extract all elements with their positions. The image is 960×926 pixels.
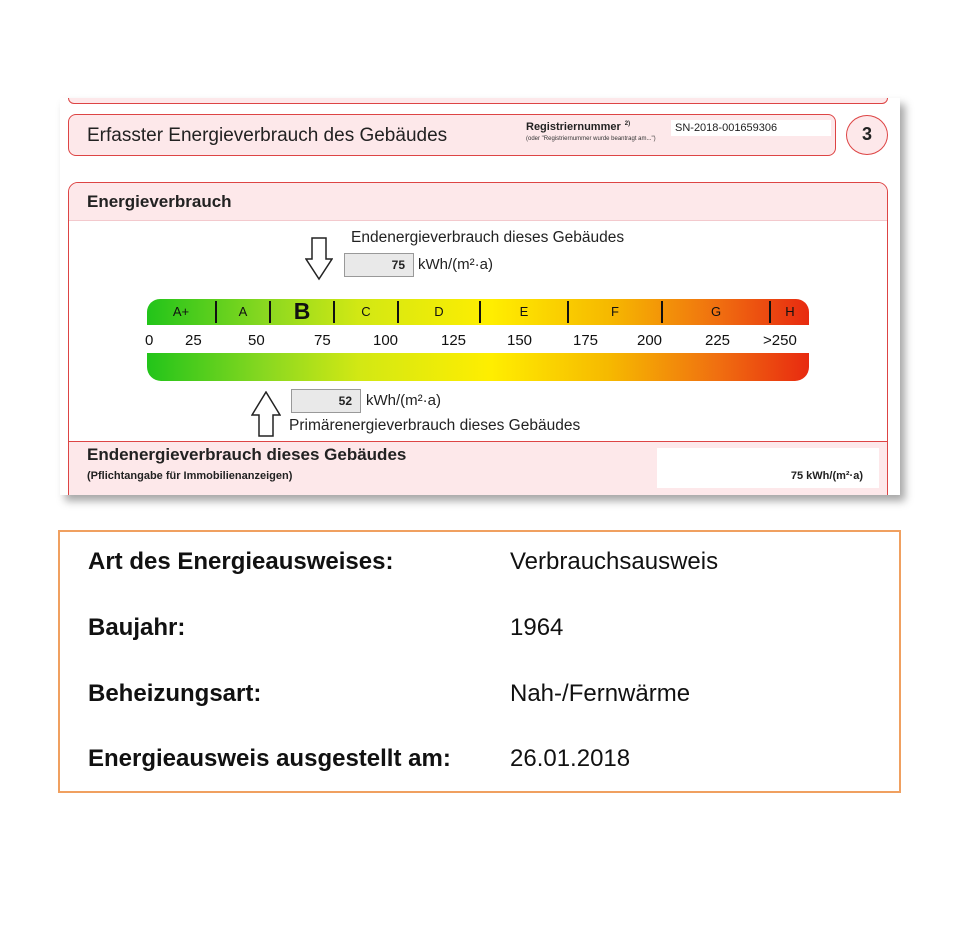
- certificate-header: [68, 114, 836, 156]
- gradient-scale-bar: [147, 353, 809, 381]
- end-energy-label: Endenergieverbrauch dieses Gebäudes: [351, 229, 625, 246]
- registration-footnote-mark: 2): [624, 121, 631, 128]
- page-number-badge: 3: [846, 115, 888, 155]
- up-arrow-icon: [251, 391, 281, 437]
- scale-tick: 175: [573, 332, 599, 349]
- class-label-f: F: [611, 304, 619, 319]
- scale-tick: 75: [314, 332, 331, 349]
- class-label-b-highlighted: B: [293, 299, 311, 324]
- primary-energy-unit: kWh/(m²·a): [366, 392, 441, 409]
- scale-tick: 25: [185, 332, 202, 349]
- info-label: Beheizungsart:: [88, 680, 262, 707]
- registration-number: SN-2018-001659306: [671, 120, 831, 136]
- registration-label: [526, 121, 630, 133]
- registration-label-text: Registriernummer: [526, 121, 621, 133]
- summary-subtitle: (Pflichtangabe für Immobilienanzeigen): [87, 470, 293, 482]
- info-label: Baujahr:: [88, 614, 186, 641]
- end-energy-value: 75: [344, 253, 414, 277]
- scale-tick: 0: [145, 332, 154, 349]
- summary-row: [69, 441, 887, 495]
- energy-consumption-section: [68, 182, 888, 495]
- info-label: Energieausweis ausgestellt am:: [88, 745, 451, 772]
- energy-certificate-image: [60, 98, 900, 495]
- info-value: Nah-/Fernwärme: [510, 680, 691, 707]
- scale-tick: 50: [248, 332, 265, 349]
- class-label-d: D: [434, 304, 444, 319]
- scale-tick: 125: [441, 332, 467, 349]
- info-label: Art des Energieausweises:: [88, 548, 394, 575]
- summary-title: Endenergieverbrauch dieses Gebäudes: [87, 445, 407, 464]
- header-title: Erfasster Energieverbrauch des Gebäudes: [87, 125, 448, 146]
- efficiency-class-bar: [147, 299, 809, 325]
- scale-tick: 150: [507, 332, 533, 349]
- class-label-c: C: [361, 304, 371, 319]
- class-label-h: H: [785, 304, 795, 319]
- down-arrow-icon: [305, 237, 333, 281]
- scale-tick: 100: [373, 332, 399, 349]
- certificate-info-table: [58, 530, 901, 793]
- class-label-e: E: [519, 304, 529, 319]
- section-title: Energieverbrauch: [87, 192, 232, 211]
- primary-energy-label: Primärenergieverbrauch dieses Gebäudes: [289, 417, 581, 434]
- primary-energy-value: 52: [291, 389, 361, 413]
- previous-section-edge: [68, 98, 888, 104]
- class-label-a: A: [238, 304, 248, 319]
- scale-tick: 225: [705, 332, 731, 349]
- registration-subtext: (oder "Registriernummer wurde beantragt am..."): [526, 136, 656, 142]
- scale-tick: >250: [763, 332, 797, 349]
- info-value: 26.01.2018: [510, 745, 631, 772]
- end-energy-unit: kWh/(m²·a): [418, 256, 493, 273]
- section-header: [69, 183, 887, 221]
- info-value: Verbrauchsausweis: [510, 548, 719, 575]
- class-label-g: G: [710, 304, 722, 319]
- scale-tick: 200: [637, 332, 663, 349]
- info-value: 1964: [510, 614, 564, 641]
- class-label-a-plus: A+: [172, 304, 190, 319]
- summary-value: 75 kWh/(m²·a): [657, 448, 879, 488]
